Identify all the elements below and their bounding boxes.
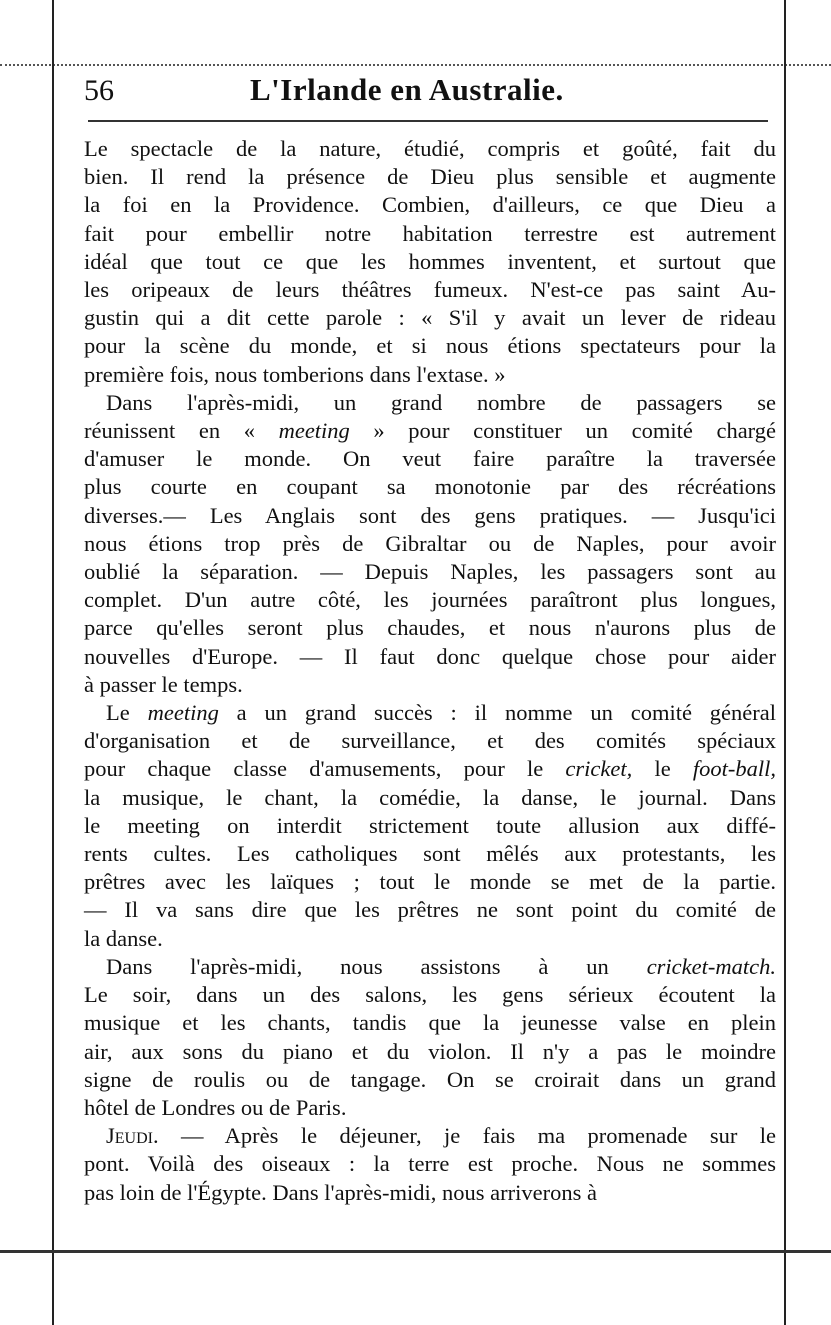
text-line bbox=[84, 530, 776, 558]
top-scan-border bbox=[0, 64, 831, 66]
text-line bbox=[84, 812, 776, 840]
text-line bbox=[84, 191, 776, 219]
italic-text: meeting bbox=[147, 700, 219, 726]
text-segment: diverses.— Les Anglais sont des gens pratiques. — Jusqu'ici bbox=[84, 502, 776, 528]
text-line bbox=[84, 135, 776, 163]
text-segment: — Il va sans dire que les prêtres ne sont point du comité de bbox=[84, 897, 776, 923]
text-segment: bien. Il rend la présence de Dieu plus sensible et augmente bbox=[84, 164, 776, 190]
text-line bbox=[84, 614, 776, 642]
text-line bbox=[84, 248, 776, 276]
left-scan-border bbox=[52, 0, 54, 1325]
paragraph bbox=[84, 389, 776, 699]
text-segment: pont. Voilà des oiseaux : la terre est proche. Nous ne sommes bbox=[84, 1151, 776, 1177]
paragraph bbox=[84, 699, 776, 953]
text-segment: Dans l'après-midi, un grand nombre de passagers se bbox=[106, 389, 776, 415]
paragraph bbox=[84, 135, 776, 389]
text-line bbox=[84, 755, 776, 783]
italic-text: cricket-match. bbox=[646, 953, 776, 979]
text-segment: la danse. bbox=[84, 925, 163, 951]
text-line bbox=[84, 417, 776, 445]
text-line bbox=[84, 699, 776, 727]
text-segment: d'organisation et de surveillance, et des comités spéciaux bbox=[84, 728, 776, 754]
text-segment: signe de roulis ou de tangage. On se croirait dans un grand bbox=[84, 1066, 776, 1092]
text-line bbox=[84, 163, 776, 191]
text-line bbox=[84, 925, 776, 953]
header-rule bbox=[88, 120, 768, 122]
text-segment: — Après le déjeuner, je fais ma promenade sur le bbox=[158, 1123, 776, 1149]
text-line bbox=[84, 389, 776, 417]
text-segment: air, aux sons du piano et du violon. Il n'y a pas le moindre bbox=[84, 1038, 776, 1064]
text-line bbox=[84, 671, 776, 699]
text-segment: nous étions trop près de Gibraltar ou de Naples, pour avoir bbox=[84, 530, 776, 556]
text-line bbox=[84, 1066, 776, 1094]
text-segment: gustin qui a dit cette parole : « S'il y avait un lever de rideau bbox=[84, 305, 776, 331]
text-line bbox=[84, 586, 776, 614]
italic-text: cricket, bbox=[565, 756, 633, 782]
text-segment: la musique, le chant, la comédie, la danse, le journal. Dans bbox=[84, 784, 776, 810]
right-scan-border bbox=[784, 0, 786, 1325]
text-segment: » pour constituer un comité chargé bbox=[349, 418, 777, 444]
text-line bbox=[84, 502, 776, 530]
text-segment: oublié la séparation. — Depuis Naples, les passagers sont au bbox=[84, 559, 776, 585]
text-segment: d'amuser le monde. On veut faire paraître la traversée bbox=[84, 446, 776, 472]
paragraph bbox=[84, 953, 776, 1122]
text-line bbox=[84, 784, 776, 812]
text-line bbox=[84, 445, 776, 473]
text-segment: pas loin de l'Égypte. Dans l'après-midi, nous arriverons à bbox=[84, 1179, 597, 1205]
text-segment: Le bbox=[106, 700, 148, 726]
text-segment: à passer le temps. bbox=[84, 671, 243, 697]
running-title: L'Irlande en Australie. bbox=[250, 72, 564, 107]
bottom-scan-border bbox=[0, 1250, 831, 1253]
paragraph bbox=[84, 1122, 776, 1207]
text-segment: plus courte en coupant sa monotonie par des récréations bbox=[84, 474, 776, 500]
text-segment: prêtres avec les laïques ; tout le monde se met de la partie. bbox=[84, 869, 776, 895]
text-line bbox=[84, 361, 776, 389]
text-line bbox=[84, 1009, 776, 1037]
italic-text: meeting bbox=[278, 418, 350, 444]
text-line bbox=[84, 896, 776, 924]
text-line bbox=[84, 727, 776, 755]
text-segment: Dans l'après-midi, nous assistons à un bbox=[106, 953, 647, 979]
page-number: 56 bbox=[84, 74, 114, 107]
text-segment: la foi en la Providence. Combien, d'ailleurs, ce que Dieu a bbox=[84, 192, 776, 218]
text-line bbox=[84, 1122, 776, 1150]
text-segment: Jeudi. bbox=[106, 1123, 159, 1149]
text-segment: Le soir, dans un des salons, les gens sérieux écoutent la bbox=[84, 982, 776, 1008]
text-line bbox=[84, 953, 776, 981]
text-segment: musique et les chants, tandis que la jeunesse valse en plein bbox=[84, 1010, 776, 1036]
text-segment: Le spectacle de la nature, étudié, compris et goûté, fait du bbox=[84, 136, 776, 161]
text-segment: parce qu'elles seront plus chaudes, et nous n'aurons plus de bbox=[84, 615, 776, 641]
text-segment: rents cultes. Les catholiques sont mêlés aux protestants, les bbox=[84, 841, 776, 867]
text-segment: le meeting on interdit strictement toute allusion aux diffé- bbox=[84, 812, 776, 838]
italic-text: foot-ball, bbox=[692, 756, 776, 782]
text-line bbox=[84, 220, 776, 248]
text-line bbox=[84, 840, 776, 868]
text-line bbox=[84, 332, 776, 360]
text-segment: hôtel de Londres ou de Paris. bbox=[84, 1094, 347, 1120]
text-line bbox=[84, 1038, 776, 1066]
text-segment: nouvelles d'Europe. — Il faut donc quelque chose pour aider bbox=[84, 643, 776, 669]
text-line bbox=[84, 981, 776, 1009]
text-line bbox=[84, 1094, 776, 1122]
text-segment: les oripeaux de leurs théâtres fumeux. N'est-ce pas saint Au- bbox=[84, 277, 776, 303]
text-segment: a un grand succès : il nomme un comité général bbox=[218, 700, 776, 726]
text-segment: pour chaque classe d'amusements, pour le bbox=[84, 756, 566, 782]
text-segment: complet. D'un autre côté, les journées paraîtront plus longues, bbox=[84, 587, 776, 613]
text-line bbox=[84, 304, 776, 332]
text-segment: première fois, nous tomberions dans l'extase. » bbox=[84, 361, 506, 387]
text-line bbox=[84, 868, 776, 896]
text-segment: pour la scène du monde, et si nous étions spectateurs pour la bbox=[84, 333, 776, 359]
text-segment: réunissent en « bbox=[84, 418, 279, 444]
text-line bbox=[84, 473, 776, 501]
text-line bbox=[84, 1150, 776, 1178]
page-body bbox=[84, 135, 776, 1207]
text-segment: idéal que tout ce que les hommes inventent, et surtout que bbox=[84, 248, 776, 274]
text-segment: le bbox=[632, 756, 693, 782]
text-line bbox=[84, 558, 776, 586]
text-line bbox=[84, 276, 776, 304]
text-segment: fait pour embellir notre habitation terrestre est autrement bbox=[84, 220, 776, 246]
text-line bbox=[84, 1179, 776, 1207]
text-line bbox=[84, 643, 776, 671]
